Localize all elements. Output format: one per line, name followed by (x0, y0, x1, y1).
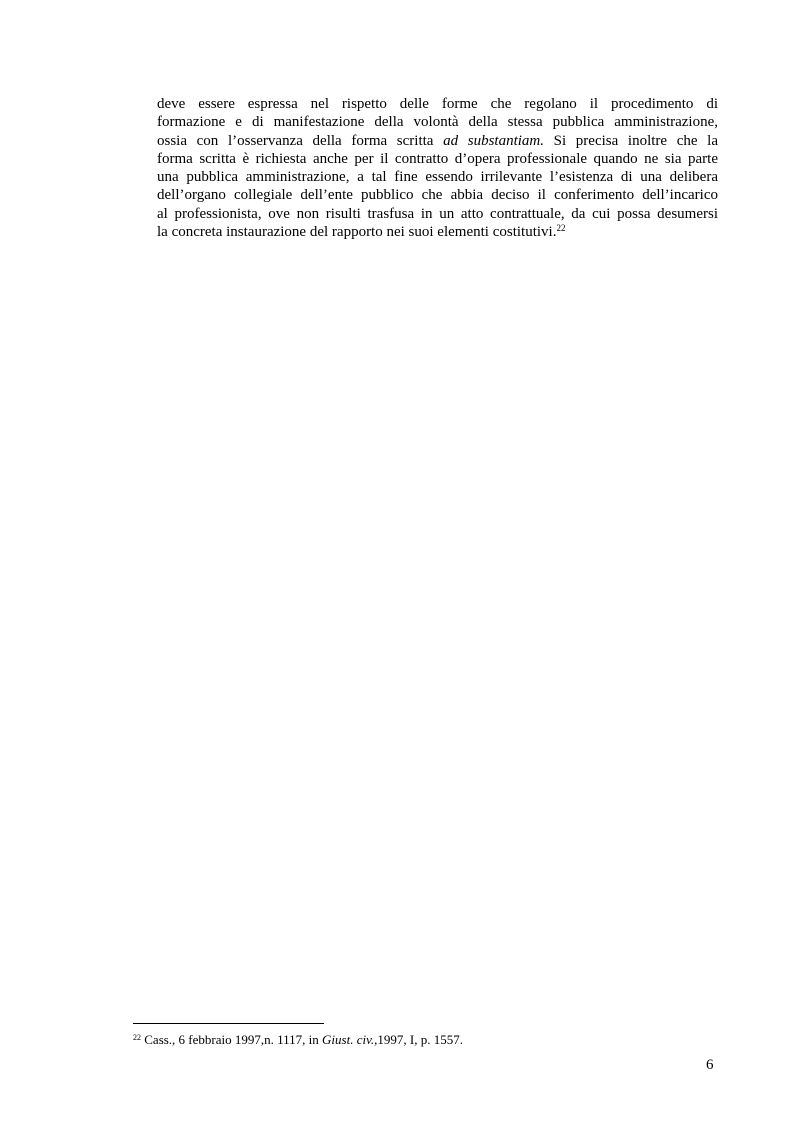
paragraph-line (157, 223, 718, 241)
text-segment: Si precisa inoltre che la (544, 132, 718, 149)
paragraph-line: deve essere espressa nel rispetto delle forme che regolano il procedimento di (157, 96, 718, 112)
footnote (133, 1032, 463, 1048)
footnote-journal: Giust. civ., (322, 1032, 378, 1047)
paragraph-line (157, 132, 718, 150)
paragraph-line: formazione e di manifestazione della volontà della stessa pubblica amministrazione, (157, 114, 718, 131)
text-segment: ossia con l’osservanza della forma scritta (157, 132, 444, 149)
footnote-separator (133, 1023, 324, 1024)
paragraph-line: una pubblica amministrazione, a tal fine essendo irrilevante l’esistenza di una delibera (157, 169, 718, 186)
paragraph-line: al professionista, ove non risulti trasfusa in un atto contrattuale, da cui possa desumersi (157, 205, 718, 222)
footnote-marker: 22 (133, 1033, 141, 1042)
footnote-reference[interactable]: 22 (556, 223, 566, 234)
footnote-text: 1997, I, p. 1557. (377, 1032, 463, 1047)
page-number: 6 (706, 1057, 714, 1073)
text-segment: la concreta instaurazione del rapporto nei suoi elementi costitutivi. (157, 224, 557, 241)
footnote-text: Cass., 6 febbraio 1997,n. 1117, in (141, 1032, 323, 1047)
italic-phrase: ad substantiam. (443, 132, 544, 149)
paragraph-line: forma scritta è richiesta anche per il contratto d’opera professionale quando ne sia parte (157, 150, 718, 167)
body-paragraph (157, 95, 718, 241)
paragraph-line: dell’organo collegiale dell’ente pubblico che abbia deciso il conferimento dell’incarico (157, 187, 718, 204)
